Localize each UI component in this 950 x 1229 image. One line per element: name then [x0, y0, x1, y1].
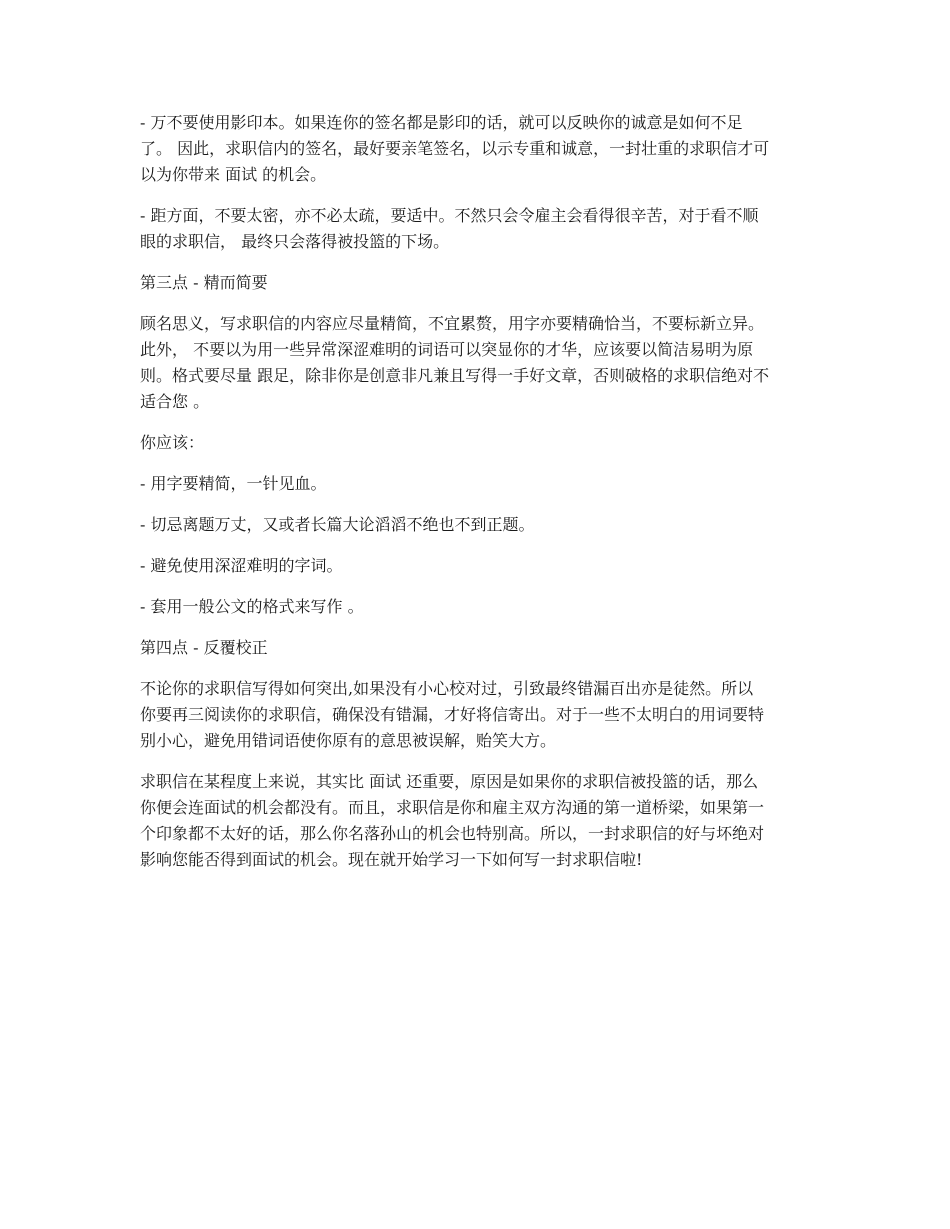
text-line: 你便会连面试的机会都没有。而且，求职信是你和雇主双方沟通的第一道桥梁，如果第一 — [140, 798, 765, 817]
text-line: - 距方面，不要太密，亦不必太疏，要适中。不然只会令雇主会看得很辛苦，对于看不顺 — [140, 206, 759, 225]
paragraph — [140, 594, 812, 620]
text-line: 求职信在某程度上来说，其实比 面试 还重要，原因是如果你的求职信被投篮的话，那么 — [140, 772, 759, 791]
text-line: 你要再三阅读你的求职信，确保没有错漏，才好将信寄出。对于一些不太明白的用词要特 — [140, 705, 765, 724]
paragraph — [140, 430, 812, 456]
text-line: 则。格式要尽量 跟足，除非你是创意非凡兼且写得一手好文章，否则破格的求职信绝对不 — [140, 366, 770, 385]
text-line: 第三点 - 精而简要 — [140, 273, 268, 292]
paragraph — [140, 110, 812, 188]
paragraph — [140, 471, 812, 497]
text-line: 此外， 不要以为用一些异常深涩难明的词语可以突显你的才华，应该要以简洁易明为原 — [140, 340, 754, 359]
paragraph — [140, 512, 812, 538]
paragraph — [140, 769, 812, 873]
text-line: - 套用一般公文的格式来写作 。 — [140, 597, 364, 616]
text-line: 影响您能否得到面试的机会。现在就开始学习一下如何写一封求职信啦! — [140, 850, 643, 869]
text-line: 以为你带来 面试 的机会。 — [140, 165, 327, 184]
text-line: 了。 因此，求职信内的签名，最好要亲笔签名，以示专重和诚意，一封壮重的求职信才可 — [140, 139, 770, 158]
text-line: 顾名思义，写求职信的内容应尽量精简，不宜累赘，用字亦要精确恰当，不要标新立异。 — [140, 314, 765, 333]
paragraph — [140, 553, 812, 579]
paragraph — [140, 676, 812, 754]
text-line: - 切忌离题万丈，又或者长篇大论滔滔不绝也不到正题。 — [140, 515, 535, 534]
text-line: 眼的求职信， 最终只会落得被投篮的下场。 — [140, 232, 450, 251]
text-line: - 万不要使用影印本。如果连你的签名都是影印的话，就可以反映你的诚意是如何不足 — [140, 113, 743, 132]
paragraph — [140, 311, 812, 415]
text-line: 适合您 。 — [140, 392, 210, 411]
text-line: 第四点 - 反覆校正 — [140, 638, 268, 657]
text-line: 个印象都不太好的话，那么你名落孙山的机会也特别高。所以，一封求职信的好与坏绝对 — [140, 824, 765, 843]
document-body — [140, 110, 812, 888]
paragraph — [140, 635, 812, 661]
text-line: - 用字要精简，一针见血。 — [140, 474, 327, 493]
text-line: - 避免使用深涩难明的字词。 — [140, 556, 343, 575]
text-line: 不论你的求职信写得如何突出,如果没有小心校对过，引致最终错漏百出亦是徒然。所以 — [140, 679, 754, 698]
text-line: 别小心，避免用错词语使你原有的意思被误解，贻笑大方。 — [140, 731, 557, 750]
text-line: 你应该： — [140, 433, 205, 452]
paragraph — [140, 203, 812, 255]
paragraph — [140, 270, 812, 296]
